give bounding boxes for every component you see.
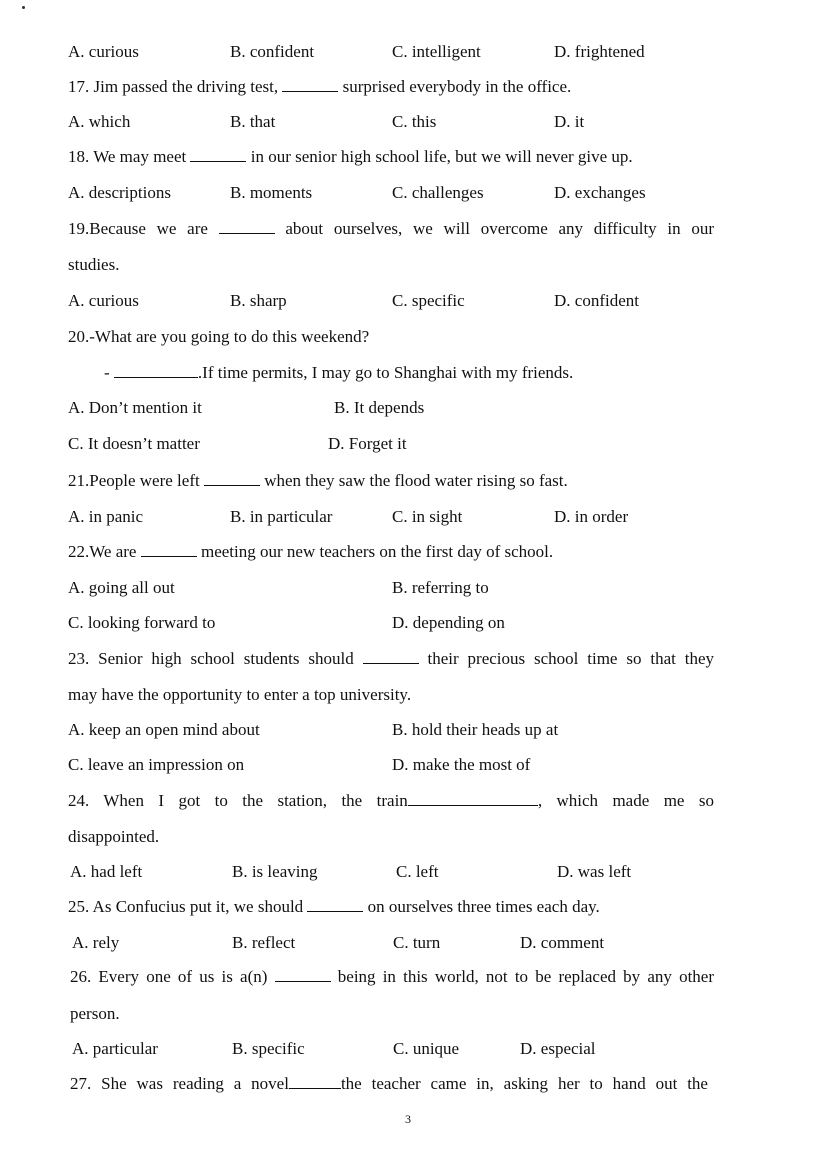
q16-option-c: C. intelligent — [392, 42, 481, 61]
q21-option-d: D. in order — [554, 507, 629, 526]
q25-option-b: B. reflect — [232, 933, 296, 952]
q21-stem-part-a: 21.People were left — [68, 471, 204, 490]
q25-stem — [68, 896, 600, 918]
q23-option-a: A. keep an open mind about — [68, 720, 260, 739]
q20-reply-text: .If time permits, I may go to Shanghai with my friends. — [197, 363, 574, 382]
q20-option-b: B. It depends — [334, 398, 425, 417]
q26-option-b: B. specific — [232, 1039, 305, 1058]
scan-speck — [22, 6, 25, 9]
q25-option-a: A. rely — [72, 933, 120, 952]
q19-blank — [219, 219, 275, 234]
q18-blank — [190, 147, 246, 162]
page-number: 3 — [405, 1112, 411, 1126]
q18-option-d: D. exchanges — [554, 183, 646, 202]
q21-blank — [204, 471, 260, 486]
q20-stem: 20.-What are you going to do this weekend? — [68, 327, 370, 346]
q24-stem-part-a: 24. When I got to the station, the train — [68, 791, 408, 810]
q22-blank — [141, 542, 197, 557]
q18-stem-part-a: 18. We may meet — [68, 147, 191, 166]
q18-stem-part-b: in our senior high school life, but we will never give up. — [246, 147, 633, 166]
q24-blank — [408, 791, 538, 806]
q26-option-a: A. particular — [72, 1039, 158, 1058]
q19-option-c: C. specific — [392, 291, 465, 310]
q19-option-a: A. curious — [68, 291, 139, 310]
q26-stem — [70, 966, 714, 988]
q17-stem-part-a: 17. Jim passed the driving test, — [68, 77, 283, 96]
q27-stem-part-b: the teacher came in, asking her to hand out the — [340, 1074, 708, 1093]
q27-blank — [289, 1074, 341, 1089]
q17-option-b: B. that — [230, 112, 276, 131]
q18-option-a: A. descriptions — [68, 183, 171, 202]
q17-stem-part-b: surprised everybody in the office. — [338, 77, 572, 96]
q23-option-b: B. hold their heads up at — [392, 720, 559, 739]
q25-option-c: C. turn — [393, 933, 441, 952]
q19-stem-continued: studies. — [68, 255, 120, 274]
q23-blank — [363, 649, 419, 664]
q21-option-a: A. in panic — [68, 507, 144, 526]
q16-option-b: B. confident — [230, 42, 315, 61]
q24-option-a: A. had left — [70, 862, 143, 881]
q27-stem — [70, 1073, 708, 1095]
q24-option-c: C. left — [396, 862, 439, 881]
q23-stem-continued: may have the opportunity to enter a top university. — [68, 685, 412, 704]
q24-stem-part-b: , which made me so — [537, 791, 714, 810]
q20-option-c: C. It doesn’t matter — [68, 434, 200, 453]
q19-stem-part-a: 19.Because we are — [68, 219, 219, 238]
q26-stem-continued: person. — [70, 1004, 120, 1023]
q22-stem-part-b: meeting our new teachers on the first day of school. — [196, 542, 554, 561]
q23-option-d: D. make the most of — [392, 755, 531, 774]
q18-option-c: C. challenges — [392, 183, 484, 202]
q23-stem — [68, 648, 714, 670]
q22-option-d: D. depending on — [392, 613, 505, 632]
q27-stem-part-a: 27. She was reading a novel — [70, 1074, 289, 1093]
q25-stem-part-b: on ourselves three times each day. — [363, 897, 600, 916]
q19-stem — [68, 218, 714, 240]
q25-option-d: D. comment — [520, 933, 605, 952]
q22-option-a: A. going all out — [68, 578, 175, 597]
q17-option-c: C. this — [392, 112, 437, 131]
q26-option-d: D. especial — [520, 1039, 596, 1058]
q22-stem — [68, 541, 553, 563]
q26-option-c: C. unique — [393, 1039, 460, 1058]
q18-stem — [68, 146, 633, 168]
q24-stem-continued: disappointed. — [68, 827, 160, 846]
q26-stem-part-b: being in this world, not to be replaced by any other — [330, 967, 715, 986]
q26-blank — [275, 967, 331, 982]
q21-option-c: C. in sight — [392, 507, 463, 526]
q19-option-b: B. sharp — [230, 291, 287, 310]
q18-option-b: B. moments — [230, 183, 313, 202]
q23-stem-part-b: their precious school time so that they — [418, 649, 715, 668]
q21-stem — [68, 470, 568, 492]
q17-option-a: A. which — [68, 112, 131, 131]
q22-stem-part-a: 22.We are — [68, 542, 141, 561]
q20-option-d: D. Forget it — [328, 434, 407, 453]
q20-reply-dash: - — [104, 363, 114, 382]
q26-stem-part-a: 26. Every one of us is a(n) — [70, 967, 275, 986]
q24-option-b: B. is leaving — [232, 862, 318, 881]
q16-option-a: A. curious — [68, 42, 139, 61]
q22-option-b: B. referring to — [392, 578, 489, 597]
q24-option-d: D. was left — [557, 862, 632, 881]
q25-stem-part-a: 25. As Confucius put it, we should — [68, 897, 308, 916]
q21-option-b: B. in particular — [230, 507, 333, 526]
q17-blank — [282, 77, 338, 92]
q16-option-d: D. frightened — [554, 42, 645, 61]
q24-stem — [68, 790, 714, 812]
q17-option-d: D. it — [554, 112, 585, 131]
q20-option-a: A. Don’t mention it — [68, 398, 202, 417]
q23-option-c: C. leave an impression on — [68, 755, 245, 774]
q20-blank — [114, 363, 198, 378]
q23-stem-part-a: 23. Senior high school students should — [68, 649, 363, 668]
q21-stem-part-b: when they saw the flood water rising so fast. — [259, 471, 568, 490]
q22-option-c: C. looking forward to — [68, 613, 216, 632]
q19-stem-part-b: about ourselves, we will overcome any difficulty in our — [274, 219, 714, 238]
q17-stem — [68, 76, 571, 98]
q25-blank — [307, 897, 363, 912]
q19-option-d: D. confident — [554, 291, 639, 310]
q20-reply — [104, 362, 573, 384]
